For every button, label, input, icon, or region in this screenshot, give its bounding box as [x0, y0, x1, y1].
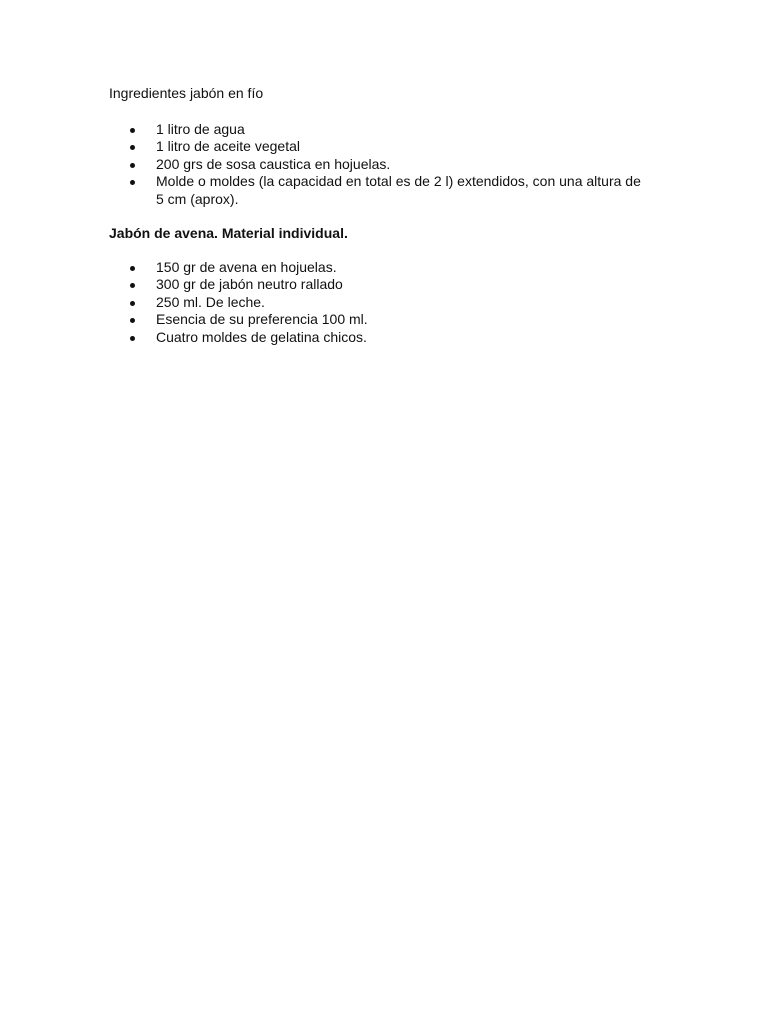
bullet-icon: [130, 301, 135, 306]
list-item: [109, 329, 649, 347]
list-item: [109, 276, 649, 294]
list-item: [109, 156, 649, 174]
list-item: [109, 121, 649, 139]
bullet-icon: [130, 318, 135, 323]
list-item-text: Molde o moldes (la capacidad en total es de 2 l) extendidos, con una altura de 5 cm (aprox).: [156, 173, 641, 207]
spacer: [109, 243, 649, 259]
bullet-icon: [130, 128, 135, 133]
list-item-text: 200 grs de sosa caustica en hojuelas.: [156, 155, 391, 172]
list-item-text: 150 gr de avena en hojuelas.: [156, 258, 337, 275]
bullet-icon: [130, 266, 135, 271]
spacer: [109, 208, 649, 225]
bullet-icon: [130, 180, 135, 185]
bullet-icon: [130, 145, 135, 150]
list-item-text: 250 ml. De leche.: [156, 293, 265, 310]
document-content: [109, 85, 649, 346]
list-item: [109, 294, 649, 312]
list-item-text: Cuatro moldes de gelatina chicos.: [156, 328, 367, 345]
bullet-icon: [130, 336, 135, 341]
ingredientes-list: [109, 121, 649, 209]
list-item: [109, 311, 649, 329]
list-item: [109, 138, 649, 156]
spacer: [109, 103, 649, 121]
section-heading-jabon-avena: Jabón de avena. Material individual.: [109, 225, 348, 241]
list-item: [109, 259, 649, 277]
list-item-text: Esencia de su preferencia 100 ml.: [156, 311, 368, 327]
bullet-icon: [130, 283, 135, 288]
section-heading-ingredientes: Ingredientes jabón en fío: [109, 85, 264, 101]
material-list: [109, 259, 649, 347]
list-item-text: 300 gr de jabón neutro rallado: [156, 276, 343, 292]
list-item-text: 1 litro de aceite vegetal: [156, 138, 300, 154]
list-item-text: 1 litro de agua: [156, 120, 245, 137]
bullet-icon: [130, 163, 135, 168]
list-item: [109, 173, 649, 208]
